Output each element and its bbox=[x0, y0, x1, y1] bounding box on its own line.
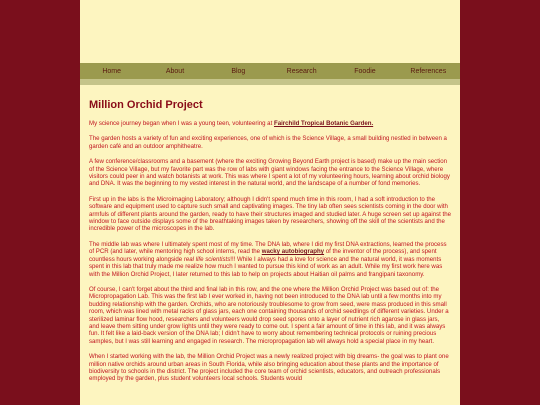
page-title: Million Orchid Project bbox=[89, 99, 203, 111]
intro-text: My science journey began when I was a young teen, volunteering at bbox=[89, 120, 274, 127]
paragraph-dna-lab bbox=[89, 241, 451, 278]
dna-text-after: !!! While I always had a love for science and the natural world, it was moments spent in this lab that truly made me realize how much I wanted to pursue this kind of work as an adult. While my first work here was with the Million Orchid Project, I later returned to this lab to help on projects about Haitian oil palms and frangipani taxonomy. bbox=[89, 255, 443, 278]
paragraph-microimaging: First up in the labs is the Microimaging Laboratory; although I didn't spend much time in this room, I had a soft introduction to the software and equipment used to capture such small and captivating images. The tiny lab often sees scientists coming in the door with armfuls of different plants around the garden, ready to have their structures imaged and studied later. A huge screen set up against the window to face outside displays some of the breathtaking images taken by researchers, showing off the skill of the scientists and the incredible power of the microscopes in the lab. bbox=[89, 195, 452, 233]
nav-references[interactable]: References bbox=[410, 67, 447, 75]
page-column bbox=[80, 0, 460, 405]
paragraph-science-village: The garden hosts a variety of fun and exciting experiences, one of which is the Science Village, a small building nestled in between a garden café and an outdoor amphitheatre. bbox=[89, 135, 447, 150]
paragraph-labs: A few conference/classrooms and a basement (where the exciting Growing Beyond Earth project is based) make up the main section of the Science Village, but my favorite part was the row of labs with giant windows facing the entrance to the Science Village, where visitors could peer in and watch botanists at work. This was where I spent a lot of my volunteering hours, learning about orchid biology and DNA. It was the beginning to my vested interest in the natural world, and the landscape of a number of fond memories. bbox=[89, 158, 450, 188]
fairchild-link[interactable]: Fairchild Tropical Botanic Garden. bbox=[273, 120, 374, 127]
paragraph-project-goals: When I started working with the lab, the Million Orchid Project was a newly realized project with big dreams- the goal was to plant one million native orchids around urban areas in South Florida, while also bringing education about these plants and the importance of biodiversity to schools in the district. The project included the core team of orchid scientists, educators, and outreach professionals employed by the garden, plus student volunteers local schools. Students would bbox=[89, 353, 449, 383]
dna-text-before: The middle lab was where I ultimately spent most of my time. The DNA lab, where I did my first DNA extractions, learned the process of PCR (and later, while mentoring high school interns, read the bbox=[89, 240, 447, 256]
nav-about[interactable]: About bbox=[165, 67, 185, 75]
wacky-autobiography-link[interactable]: wacky autobiography bbox=[261, 248, 325, 256]
nav-blog[interactable]: Blog bbox=[231, 67, 246, 75]
intro-paragraph bbox=[89, 120, 451, 127]
nav-foodie[interactable]: Foodie bbox=[354, 67, 376, 75]
header-banner bbox=[80, 0, 460, 63]
main-nav bbox=[80, 63, 460, 79]
article bbox=[80, 85, 460, 383]
dna-text-middle: of the inventor of the process), and spent countless hours working alongside bbox=[89, 248, 437, 263]
real-life-scientists-emphasis: real life scientists bbox=[183, 255, 231, 263]
nav-home[interactable]: Home bbox=[102, 67, 121, 75]
nav-research[interactable]: Research bbox=[286, 67, 317, 75]
paragraph-micropropagation: Of course, I can't forget about the third and final lab in this row, and the one where the Million Orchid Project was based out of: the Micropropagation Lab. This was the first lab I ever worked in, having not been introduced to the DNA lab until a few months into my budding relationship with the garden. Orchids, who are notoriously troublesome to grow from seed, were mass produced in this small room, which was lined with metal racks of glass jars, each one containing thousands of orchid seedlings of different varieties. Under a sterilized laminar flow hood, researchers and volunteers would drop seed spores onto a layer of nutrient rich agarose in glass jars, and leave them sitting under grow lights until they were ready to come out. I spent a fair amount of time in this lab, and it was always fun. It felt like a laid-back version of the DNA lab; I didn't have to worry about remembering technical protocols or ruining precious samples, but I was still learning and engaged in research. The micropropagation lab will always hold a special place in my heart. bbox=[89, 285, 449, 345]
